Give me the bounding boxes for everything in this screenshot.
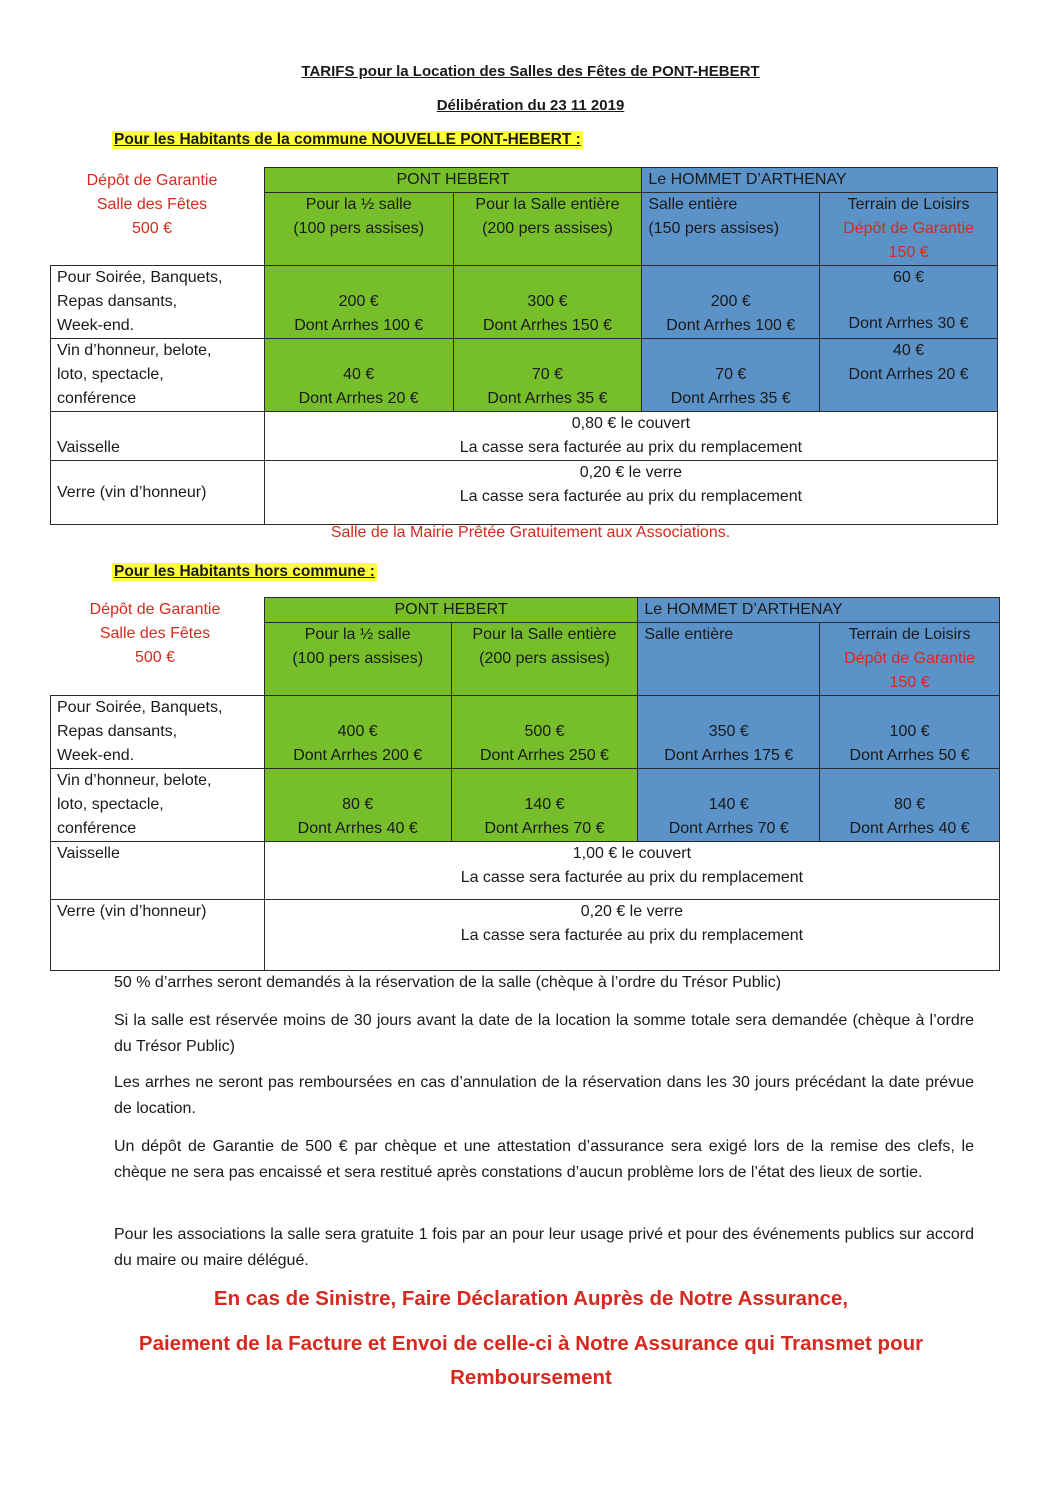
- deposit-hall: Salle des Fêtes: [96, 196, 208, 213]
- section2-title: Pour les Habitants hors commune :: [114, 563, 375, 580]
- row-label-soiree: Pour Soirée, Banquets, Repas dansants, Week-end.: [51, 696, 265, 769]
- col-half-hall: Pour la ½ salle (100 pers assises): [264, 193, 453, 266]
- col-hommet-hall: Salle entière (150 pers assises): [642, 193, 820, 266]
- deposit-hall: Salle des Fêtes: [99, 625, 211, 642]
- deposit-label: Dépôt de Garantie: [89, 601, 221, 618]
- table-row: [51, 842, 1000, 900]
- price-cell: 300 € Dont Arrhes 150 €: [453, 266, 642, 339]
- price-cell: 40 € Dont Arrhes 20 €: [264, 339, 453, 412]
- table-row: [51, 769, 1000, 842]
- paragraph-deposit: Un dépôt de Garantie de 500 € par chèque et une attestation d’assurance sera exigé lors de la remise des clefs, le chèque ne sera pas encaissé et sera restitué après constations d’aucun problème lors de l’état des lieux de sortie.: [114, 1138, 974, 1181]
- venue-pont-hebert: PONT HEBERT: [264, 598, 638, 623]
- price-cell: 350 € Dont Arrhes 175 €: [638, 696, 820, 769]
- paragraph-cancellation: Les arrhes ne seront pas remboursées en cas d’annulation de la réservation dans les 30 jours précédant la date prévue de location.: [114, 1074, 974, 1117]
- deposit-amount: 500 €: [131, 220, 173, 237]
- col-terrain: Terrain de Loisirs Dépôt de Garantie 150 €: [820, 623, 1000, 696]
- paragraph-associations: Pour les associations la salle sera gratuite 1 fois par an pour leur usage privé et pour des événements publics sur accord du maire ou maire délégué.: [114, 1226, 974, 1269]
- row-label-vin: Vin d’honneur, belote, loto, spectacle, conférence: [51, 339, 265, 412]
- row-label-vaisselle: Vaisselle: [51, 412, 265, 461]
- price-cell: 200 € Dont Arrhes 100 €: [264, 266, 453, 339]
- venue-hommet: Le HOMMET D’ARTHENAY: [642, 168, 998, 193]
- price-cell: 500 € Dont Arrhes 250 €: [451, 696, 638, 769]
- price-cell: 80 € Dont Arrhes 40 €: [820, 769, 1000, 842]
- section1-tariff-table: [50, 167, 998, 525]
- table-row: [51, 266, 998, 339]
- price-cell: 80 € Dont Arrhes 40 €: [264, 769, 451, 842]
- verre-price: 0,20 € le verre La casse sera facturée au prix du remplacement: [264, 461, 997, 525]
- footer-line-2: Paiement de la Facture et Envoi de celle-ci à Notre Assurance qui Transmet pour: [138, 1332, 924, 1355]
- price-cell: 70 € Dont Arrhes 35 €: [642, 339, 820, 412]
- vaisselle-price: 0,80 € le couvert La casse sera facturée au prix du remplacement: [264, 412, 997, 461]
- price-cell: 100 € Dont Arrhes 50 €: [820, 696, 1000, 769]
- vaisselle-price: 1,00 € le couvert La casse sera facturée au prix du remplacement: [264, 842, 999, 900]
- deposit-amount: 500 €: [134, 649, 176, 666]
- section2-tariff-table: [50, 597, 1000, 971]
- footer-line-3: Remboursement: [450, 1366, 612, 1389]
- document-title: TARIFS pour la Location des Salles des Fêtes de PONT-HEBERT: [301, 63, 760, 80]
- row-label-vin: Vin d’honneur, belote, loto, spectacle, conférence: [51, 769, 265, 842]
- row-label-verre: Verre (vin d’honneur): [51, 461, 265, 525]
- verre-price: 0,20 € le verre La casse sera facturée au prix du remplacement: [264, 900, 999, 971]
- table-row: [51, 168, 998, 193]
- table-row: [51, 339, 998, 412]
- mairie-note: Salle de la Mairie Prêtée Gratuitement aux Associations.: [330, 524, 731, 541]
- row-label-soiree: Pour Soirée, Banquets, Repas dansants, Week-end.: [51, 266, 265, 339]
- venue-hommet: Le HOMMET D’ARTHENAY: [638, 598, 1000, 623]
- price-cell: 400 € Dont Arrhes 200 €: [264, 696, 451, 769]
- paragraph-late-booking: Si la salle est réservée moins de 30 jours avant la date de la location la somme totale sera demandée (chèque à l’ordre du Trésor Public): [114, 1012, 974, 1055]
- row-label-vaisselle: Vaisselle: [51, 842, 265, 900]
- section1-title: Pour les Habitants de la commune NOUVELLE PONT-HEBERT :: [114, 131, 581, 148]
- table-row: [51, 412, 998, 461]
- col-full-hall: Pour la Salle entière (200 pers assises): [453, 193, 642, 266]
- deposit-label: Dépôt de Garantie: [86, 172, 218, 189]
- table-row: [51, 598, 1000, 623]
- table-row: [51, 900, 1000, 971]
- col-hommet-hall: Salle entière: [638, 623, 820, 696]
- table-row: [51, 696, 1000, 769]
- footer-line-1: En cas de Sinistre, Faire Déclaration Auprès de Notre Assurance,: [213, 1287, 849, 1310]
- venue-pont-hebert: PONT HEBERT: [264, 168, 642, 193]
- price-cell: 200 € Dont Arrhes 100 €: [642, 266, 820, 339]
- price-cell: 140 € Dont Arrhes 70 €: [638, 769, 820, 842]
- col-terrain: Terrain de Loisirs Dépôt de Garantie 150 €: [820, 193, 998, 266]
- price-cell: 70 € Dont Arrhes 35 €: [453, 339, 642, 412]
- price-cell: 140 € Dont Arrhes 70 €: [451, 769, 638, 842]
- paragraph-arrhes: 50 % d’arrhes seront demandés à la réservation de la salle (chèque à l’ordre du Trésor Public): [114, 974, 782, 991]
- deliberation-date: Délibération du 23 11 2019: [436, 97, 625, 114]
- row-label-verre: Verre (vin d’honneur): [51, 900, 265, 971]
- price-cell: 60 € Dont Arrhes 30 €: [820, 266, 998, 339]
- col-half-hall: Pour la ½ salle (100 pers assises): [264, 623, 451, 696]
- price-cell: 40 € Dont Arrhes 20 €: [820, 339, 998, 412]
- col-full-hall: Pour la Salle entière (200 pers assises): [451, 623, 638, 696]
- table-row: [51, 461, 998, 525]
